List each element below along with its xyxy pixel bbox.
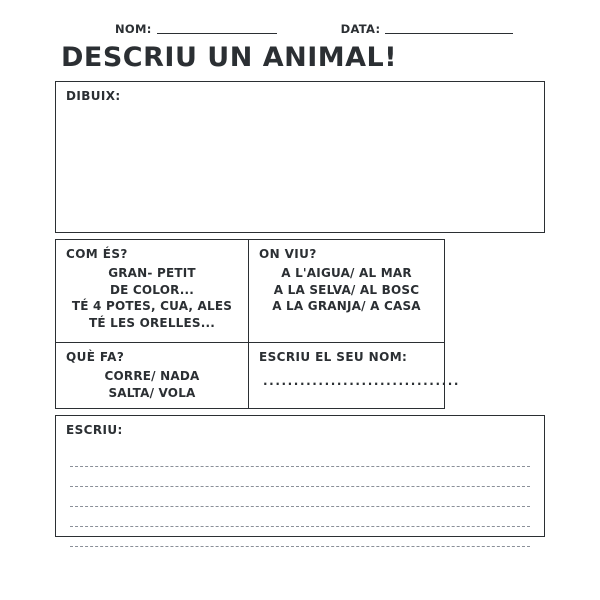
write-line[interactable] bbox=[70, 447, 530, 467]
que-fa-options bbox=[56, 364, 248, 401]
on-viu-label: ON VIU? bbox=[259, 247, 317, 261]
write-line[interactable] bbox=[70, 467, 530, 487]
right-column bbox=[249, 239, 461, 409]
que-fa-label: QUÈ FA? bbox=[66, 350, 125, 364]
que-fa-option: SALTA/ VOLA bbox=[108, 385, 196, 400]
com-es-option: TÉ LES ORELLES... bbox=[88, 315, 216, 330]
animal-name-write-line[interactable]: ................................ bbox=[263, 374, 461, 388]
on-viu-options bbox=[249, 261, 444, 315]
date-field[interactable] bbox=[341, 22, 514, 36]
escriu-label: ESCRIU: bbox=[66, 423, 123, 437]
on-viu-option: A LA GRANJA/ A CASA bbox=[272, 299, 421, 313]
name-label: NOM: bbox=[115, 22, 152, 36]
name-field[interactable] bbox=[115, 22, 277, 36]
com-es-option: DE COLOR... bbox=[109, 282, 195, 297]
animal-name-label: ESCRIU EL SEU NOM: bbox=[259, 350, 408, 364]
com-es-options bbox=[56, 261, 248, 331]
on-viu-box bbox=[249, 239, 445, 343]
que-fa-option: CORRE/ NADA bbox=[104, 369, 200, 383]
date-label: DATA: bbox=[340, 22, 381, 36]
que-fa-box bbox=[55, 343, 249, 409]
page-title: DESCRIU UN ANIMAL! bbox=[61, 42, 398, 73]
question-grid bbox=[55, 239, 545, 409]
write-line[interactable] bbox=[70, 507, 530, 527]
animal-name-box[interactable] bbox=[249, 343, 461, 409]
write-line[interactable] bbox=[70, 527, 530, 547]
name-write-line[interactable] bbox=[157, 33, 277, 34]
com-es-box bbox=[55, 239, 249, 343]
escriu-box[interactable] bbox=[55, 415, 545, 537]
com-es-label: COM ÉS? bbox=[66, 247, 128, 261]
com-es-option: GRAN- PETIT bbox=[108, 266, 196, 280]
date-write-line[interactable] bbox=[385, 33, 513, 34]
escriu-lines[interactable] bbox=[56, 437, 544, 547]
drawing-label: DIBUIX: bbox=[66, 89, 121, 103]
header-fields bbox=[55, 10, 545, 36]
on-viu-option: A LA SELVA/ AL BOSC bbox=[273, 282, 420, 297]
com-es-option: TÉ 4 POTES, CUA, ALES bbox=[71, 299, 233, 313]
drawing-box[interactable] bbox=[55, 81, 545, 233]
on-viu-option: A L'AIGUA/ AL MAR bbox=[281, 266, 412, 280]
left-column bbox=[55, 239, 249, 409]
write-line[interactable] bbox=[70, 487, 530, 507]
